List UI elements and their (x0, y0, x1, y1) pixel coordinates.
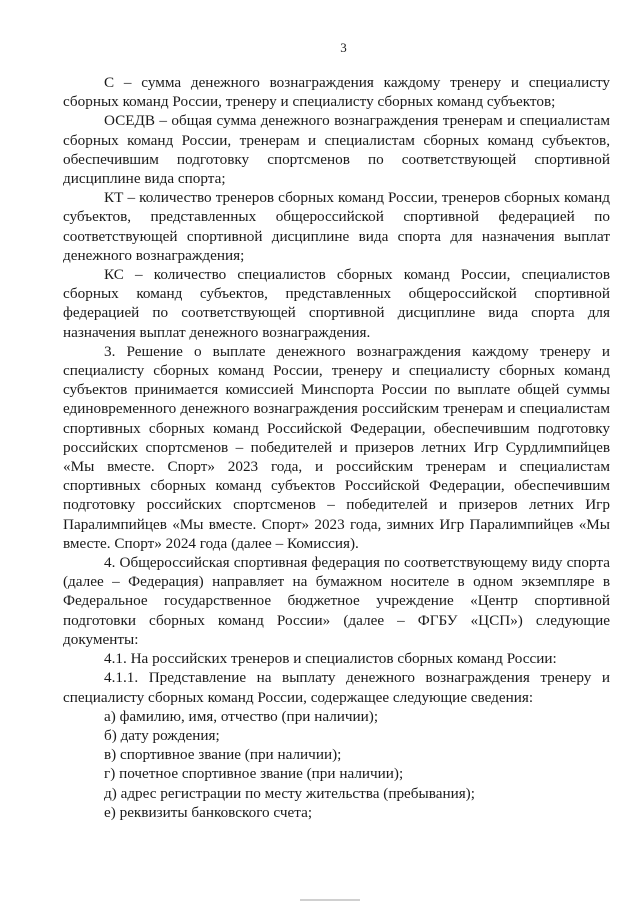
paragraph-ks-definition: КС – количество специалистов сборных команд России, специалистов сборных команд субъектов, представленных общероссийской спортивной федерацией по соответствующей спортивной дисциплине вида спорта для назначения выплат денежного вознаграждения. (63, 266, 610, 341)
list-item-v: в) спортивное звание (при наличии); (104, 746, 342, 764)
list-item-b: б) дату рождения; (104, 726, 220, 744)
list-item-e: е) реквизиты банковского счета; (104, 803, 313, 821)
paragraph-c-definition: С – сумма денежного вознаграждения каждому тренеру и специалисту сборных команд России, тренеру и специалисту сборных команд субъектов; (63, 74, 610, 111)
paragraph-section-4-1: 4.1. На российских тренеров и специалистов сборных команд России: (104, 650, 557, 668)
list-item-g: г) почетное спортивное звание (при наличии); (104, 765, 404, 783)
paragraph-kt-definition: КТ – количество тренеров сборных команд России, тренеров сборных команд субъектов, представленных общероссийской спортивной федерацией по соответствующей спортивной дисциплине вида спорта для назначения выплат денежного вознаграждения; (63, 189, 610, 264)
list-item-d: д) адрес регистрации по месту жительства (пребывания); (104, 784, 475, 802)
paragraph-section-4: 4. Общероссийская спортивная федерация по соответствующему виду спорта (далее – Федерация) направляет на бумажном носителе в одном экземпляре в Федеральное государственное бюджетное учреждение «Центр спортивной подготовки сборных команд России» (далее – ФГБУ «ЦСП») следующие документы: (63, 554, 610, 648)
paragraph-section-3: 3. Решение о выплате денежного вознаграждения каждому тренеру и специалисту сборных команд России, тренеру и специалисту сборных команд субъектов принимается комиссией Минспорта России по выплате общей суммы единовременного денежного вознаграждения российским тренерам и специалистам спортивных сборных команд Российской Федерации, обеспечившим подготовку российских спортсменов – победителей и призеров летних Игр Сурдлимпийцев «Мы вместе. Спорт» 2023 года, и российским тренерам и специалистам спортивных сборных команд субъектов Российской Федерации, обеспечившим подготовку российских спортсменов – победителей и призеров летних Игр Паралимпийцев «Мы вместе. Спорт» 2023 года, зимних Игр Паралимпийцев «Мы вместе. Спорт» 2024 года (далее – Комиссия). (63, 342, 610, 552)
list-item-a: а) фамилию, имя, отчество (при наличии); (104, 707, 379, 725)
paragraph-osedv-definition: ОСЕДВ – общая сумма денежного вознаграждения тренерам и специалистам сборных команд России, тренерам и специалистам сборных команд субъектов, обеспечившим подготовку спортсменов по соответствующей спортивной дисциплине вида спорта; (63, 112, 610, 188)
page-number: 3 (340, 40, 347, 55)
paragraph-section-4-1-1: 4.1.1. Представление на выплату денежного вознаграждения тренеру и специалисту сборных команд России, содержащее следующие сведения: (63, 669, 610, 706)
scan-artifact (300, 899, 360, 901)
